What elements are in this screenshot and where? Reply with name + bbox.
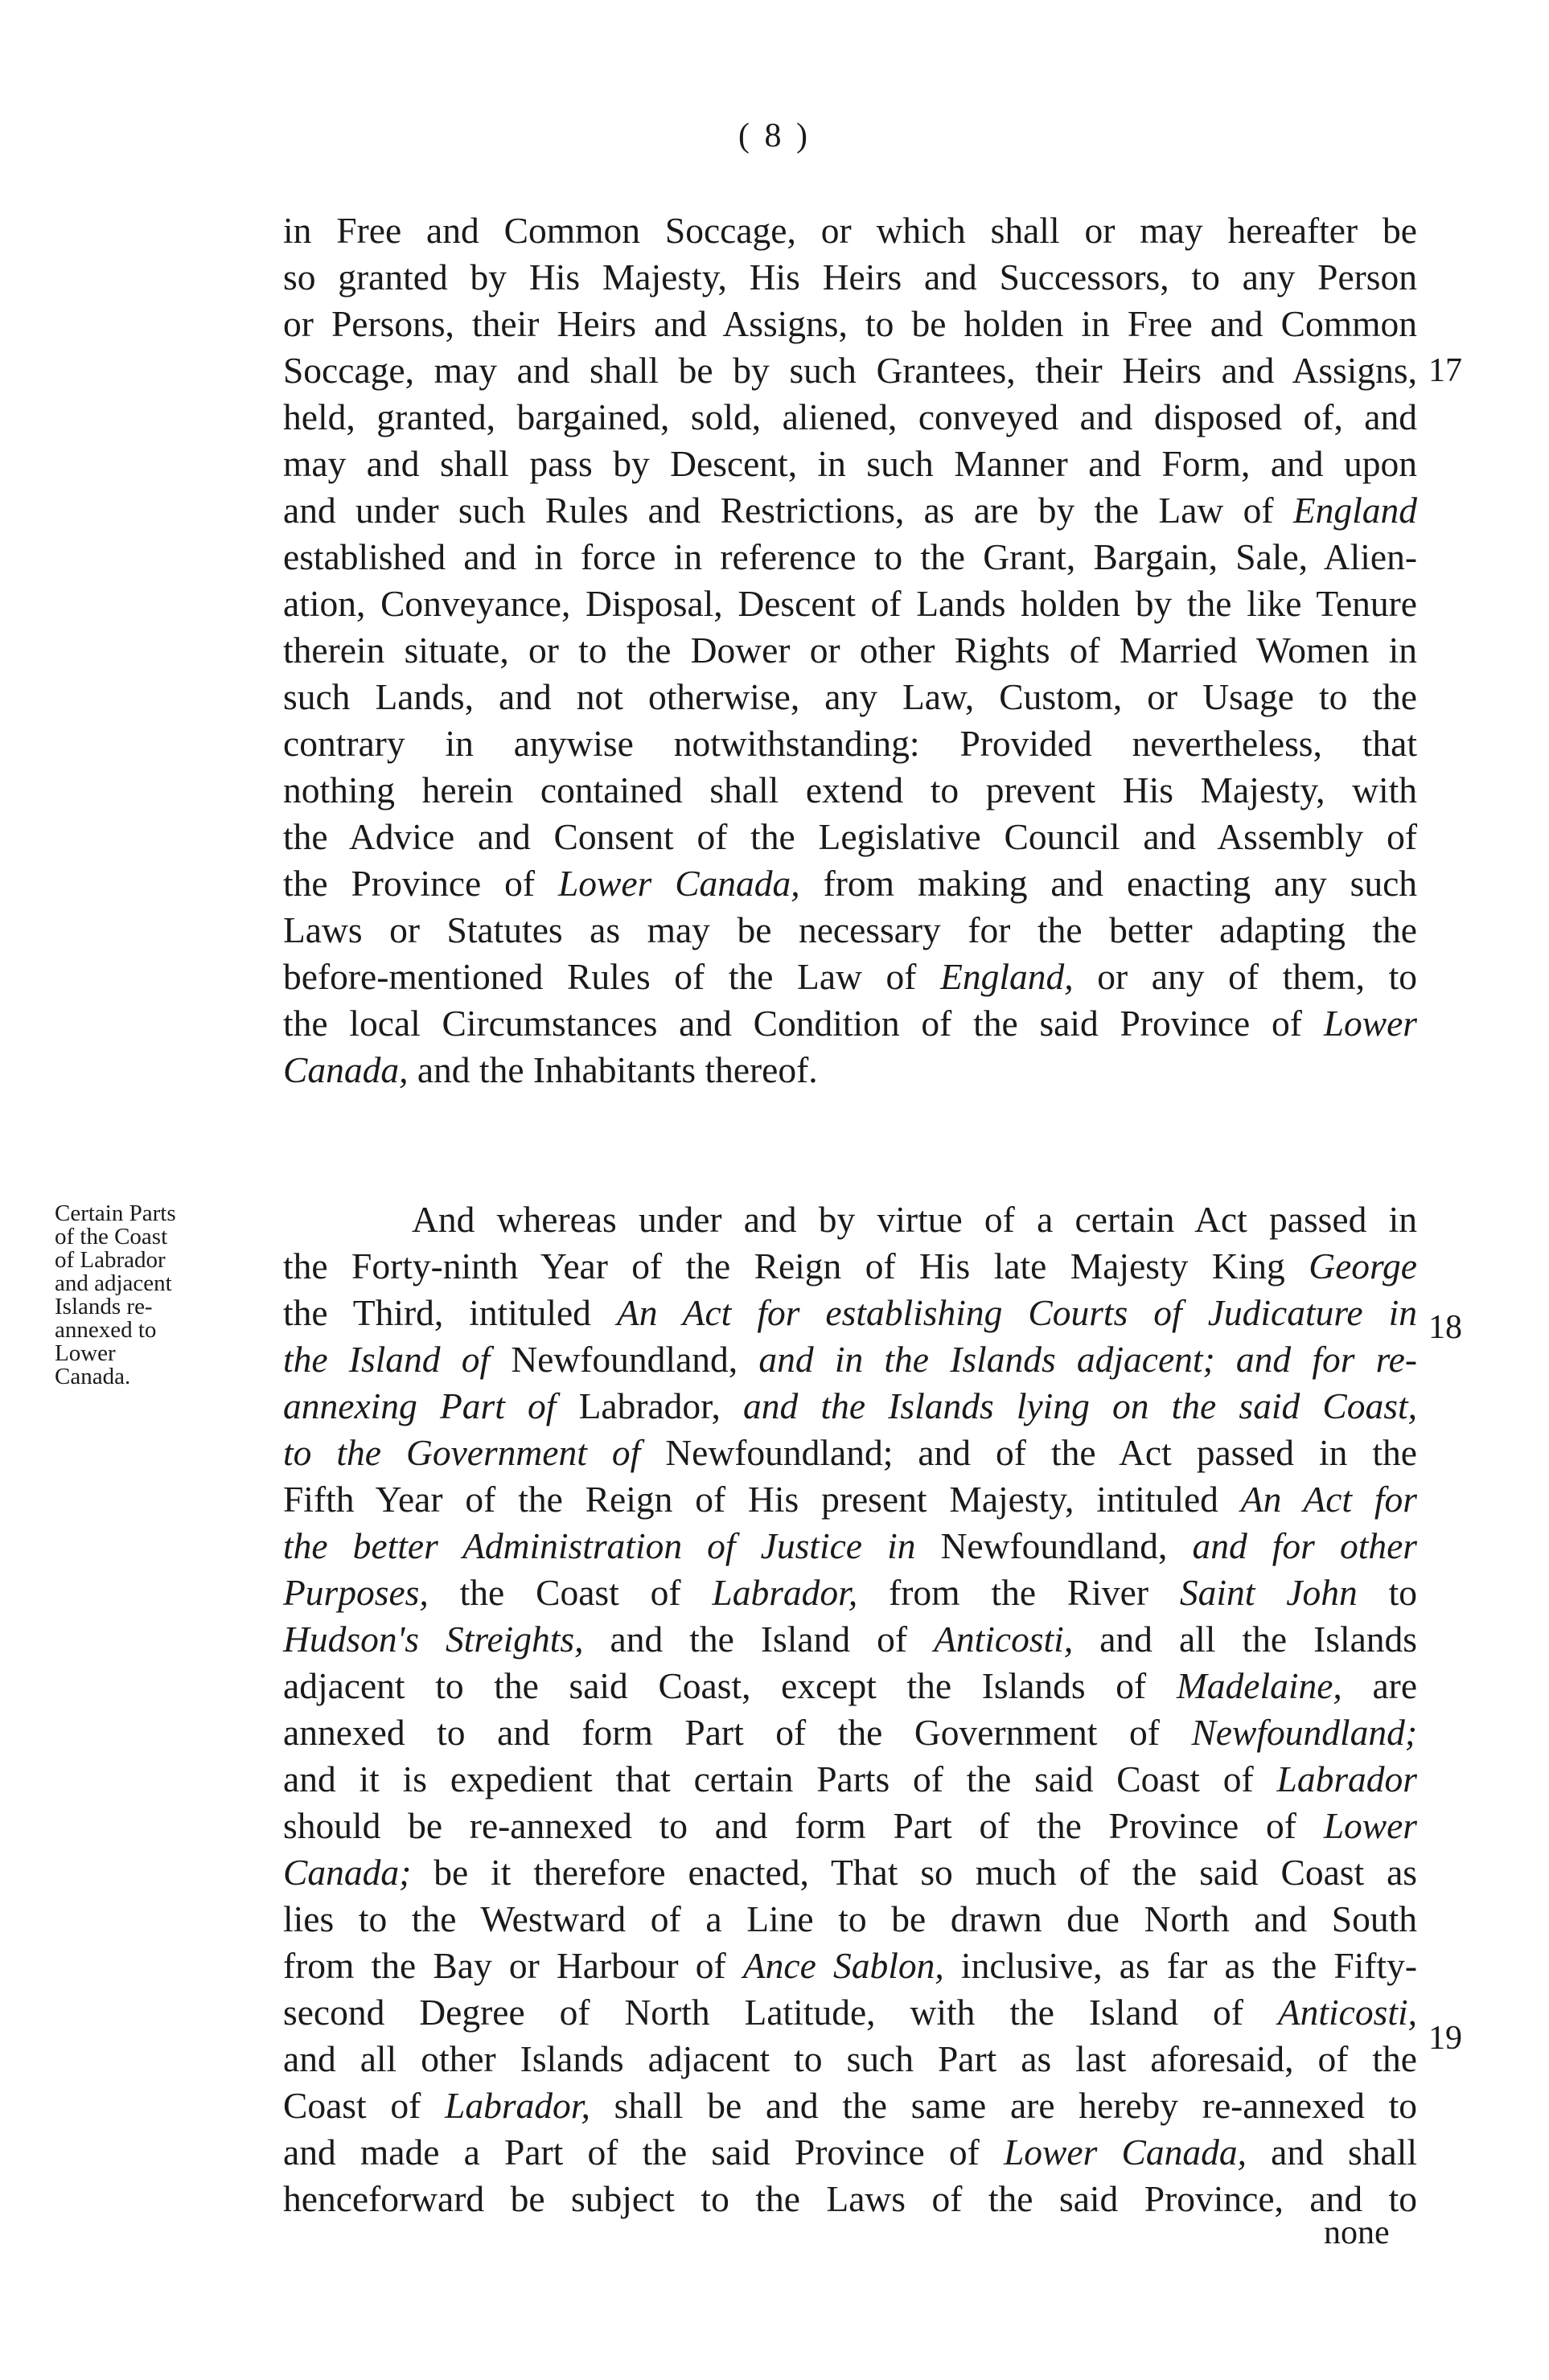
catchword: none <box>1324 2214 1390 2251</box>
text-line: Laws or Statutes as may be necessary for the better adapting the <box>283 909 1417 950</box>
margin-note-line: Lower <box>55 1340 116 1366</box>
text-line: so granted by His Majesty, His Heirs and Successors, to any Person <box>283 256 1417 298</box>
text-line: annexing Part of Labrador, and the Islands lying on the said Coast, <box>283 1385 1417 1426</box>
text-line: the local Circumstances and Condition of the said Province of Lower <box>283 1003 1417 1044</box>
margin-note-line: of the Coast <box>55 1224 168 1250</box>
margin-note-line: Certain Parts <box>55 1200 176 1226</box>
line-number: 18 <box>1428 1309 1462 1346</box>
text-line: Purposes, the Coast of Labrador, from the River Saint John to <box>283 1572 1418 1613</box>
text-line: second Degree of North Latitude, with the Island of Anticosti, <box>283 1992 1417 2033</box>
text-line: such Lands, and not otherwise, any Law, Custom, or Usage to the <box>283 676 1417 717</box>
margin-note-line: annexed to <box>55 1317 157 1343</box>
text-line: the better Administration of Justice in Newfoundland, and for other <box>283 1525 1418 1566</box>
text-line: henceforward be subject to the Laws of the said Province, and to <box>283 2178 1417 2219</box>
text-line: Canada; be it therefore enacted, That so much of the said Coast as <box>283 1852 1417 1893</box>
text-line: and made a Part of the said Province of Lower Canada, and shall <box>283 2132 1417 2173</box>
text-line: in Free and Common Soccage, or which shall or may hereafter be <box>283 210 1417 251</box>
text-line: or Persons, their Heirs and Assigns, to be holden in Free and Common <box>283 303 1417 344</box>
text-line: to the Government of Newfoundland; and of the Act passed in the <box>283 1432 1417 1473</box>
text-line: the Advice and Consent of the Legislative Council and Assembly of <box>283 816 1417 857</box>
text-line: the Third, intituled An Act for establishing Courts of Judicature in <box>283 1292 1417 1333</box>
text-line: should be re-annexed to and form Part of the Province of Lower <box>283 1805 1417 1846</box>
text-line: Canada, and the Inhabitants thereof. <box>283 1049 818 1090</box>
margin-note-line: and adjacent <box>55 1270 172 1296</box>
line-number: 17 <box>1428 352 1462 389</box>
text-line: may and shall pass by Descent, in such Manner and Form, and upon <box>283 443 1417 484</box>
text-line: the Island of Newfoundland, and in the Islands adjacent; and for re- <box>283 1339 1418 1380</box>
text-line: established and in force in reference to the Grant, Bargain, Sale, Alien- <box>283 536 1417 577</box>
text-line: and all other Islands adjacent to such Part as last aforesaid, of the <box>283 2038 1417 2079</box>
text-line: lies to the Westward of a Line to be drawn due North and South <box>283 1898 1417 1939</box>
text-line: the Forty-ninth Year of the Reign of His late Majesty King George <box>283 1245 1417 1286</box>
text-line: Soccage, may and shall be by such Grantees, their Heirs and Assigns, <box>283 350 1417 391</box>
margin-note <box>55 1202 280 1389</box>
text-line: therein situate, or to the Dower or other Rights of Married Women in <box>283 630 1417 671</box>
text-line: before-mentioned Rules of the Law of England, or any of them, to <box>283 956 1418 997</box>
margin-note-line: of Labrador <box>55 1247 166 1273</box>
text-line: annexed to and form Part of the Government of Newfoundland; <box>283 1712 1418 1753</box>
text-line: from the Bay or Harbour of Ance Sablon, inclusive, as far as the Fifty- <box>283 1945 1418 1986</box>
text-line: nothing herein contained shall extend to prevent His Majesty, with <box>283 769 1417 810</box>
text-line: ation, Conveyance, Disposal, Descent of Lands holden by the like Tenure <box>283 583 1417 624</box>
text-line: and it is expedient that certain Parts of the said Coast of Labrador <box>283 1758 1417 1799</box>
margin-note-line: Canada. <box>55 1364 131 1389</box>
text-line: adjacent to the said Coast, except the Islands of Madelaine, are <box>283 1665 1418 1706</box>
text-line: Fifth Year of the Reign of His present Majesty, intituled An Act for <box>283 1479 1418 1520</box>
text-line: Coast of Labrador, shall be and the same are hereby re-annexed to <box>283 2085 1418 2126</box>
text-line: contrary in anywise notwithstanding: Provided nevertheless, that <box>283 723 1417 764</box>
margin-note-line: Islands re- <box>55 1294 153 1319</box>
text-line: held, granted, bargained, sold, aliened, conveyed and disposed of, and <box>283 396 1417 437</box>
page-number: ( 8 ) <box>738 117 811 154</box>
line-number: 19 <box>1428 2020 1462 2057</box>
text-line: the Province of Lower Canada, from making and enacting any such <box>283 863 1418 904</box>
text-line: Hudson's Streights, and the Island of Anticosti, and all the Islands <box>283 1619 1417 1660</box>
text-line: And whereas under and by virtue of a certain Act passed in <box>412 1199 1417 1240</box>
text-line: and under such Rules and Restrictions, as are by the Law of England <box>283 490 1417 531</box>
